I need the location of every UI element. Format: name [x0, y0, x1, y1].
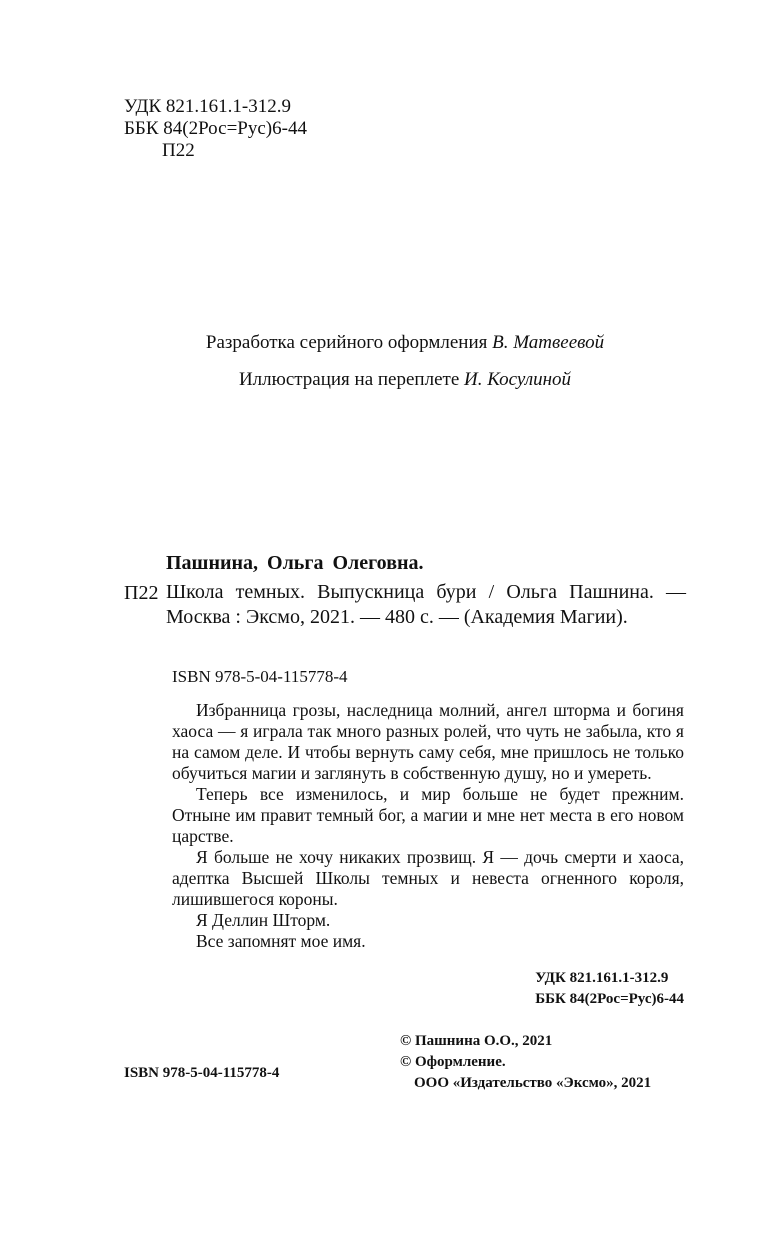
- copyright-design: © Оформление.: [400, 1054, 506, 1070]
- author-heading: Пашнина, Ольга Олеговна.: [166, 552, 424, 574]
- illustration-credit: [0, 369, 768, 391]
- book-annotation: [172, 700, 684, 952]
- bottom-bbk-code: ББК 84(2Рос=Рус)6-44: [535, 991, 684, 1007]
- series-design-credit: [0, 332, 768, 354]
- bibliography-isbn: ISBN 978-5-04-115778-4: [172, 667, 348, 686]
- annotation-paragraph: Я больше не хочу никаких прозвищ. Я — дочь смерти и хаоса, адептка Высшей Школы темных и невеста огненного короля, лишившегося короны.: [172, 847, 684, 909]
- isbn-bottom: ISBN 978-5-04-115778-4: [124, 1065, 280, 1081]
- bottom-udk-code: УДК 821.161.1-312.9: [535, 970, 669, 986]
- bibliographic-description: Школа темных. Выпускница бури / Ольга Пашнина. — Москва : Эксмо, 2021. — 480 с. — (Академия Магии).: [166, 581, 686, 628]
- annotation-paragraph: Теперь все изменилось, и мир больше не будет прежним. Отныне им правит темный бог, а магии и мне нет места в его новом царстве.: [172, 784, 684, 846]
- header-classification-codes: [124, 96, 307, 162]
- copyright-block: [400, 1031, 651, 1094]
- author-mark: П22: [162, 140, 195, 161]
- design-credit-prefix: Разработка серийного оформления: [205, 332, 488, 353]
- bibliography-author-mark: П22: [124, 582, 159, 604]
- annotation-paragraph: Избранница грозы, наследница молний, ангел шторма и богиня хаоса — я играла так много разных ролей, что чуть не забыла, кто я на самом деле. И чтобы вернуть саму себя, мне пришлось не только обучиться магии и заглянуть в собственную душу, но и умереть.: [172, 700, 684, 783]
- udk-code: УДК 821.161.1-312.9: [124, 96, 291, 117]
- annotation-paragraph: Все запомнят мое имя.: [196, 931, 366, 951]
- bbk-code: ББК 84(2Рос=Рус)6-44: [124, 118, 307, 139]
- illustration-credit-prefix: Иллюстрация на переплете: [238, 369, 460, 390]
- copyright-author: © Пашнина О.О., 2021: [400, 1033, 553, 1049]
- design-credit-name: В. Матвеевой: [492, 332, 605, 353]
- illustration-credit-name: И. Косулиной: [464, 369, 572, 390]
- annotation-paragraph: Я Деллин Шторм.: [196, 910, 331, 930]
- bottom-classification-codes: [535, 968, 684, 1010]
- copyright-publisher: ООО «Издательство «Эксмо», 2021: [414, 1075, 652, 1091]
